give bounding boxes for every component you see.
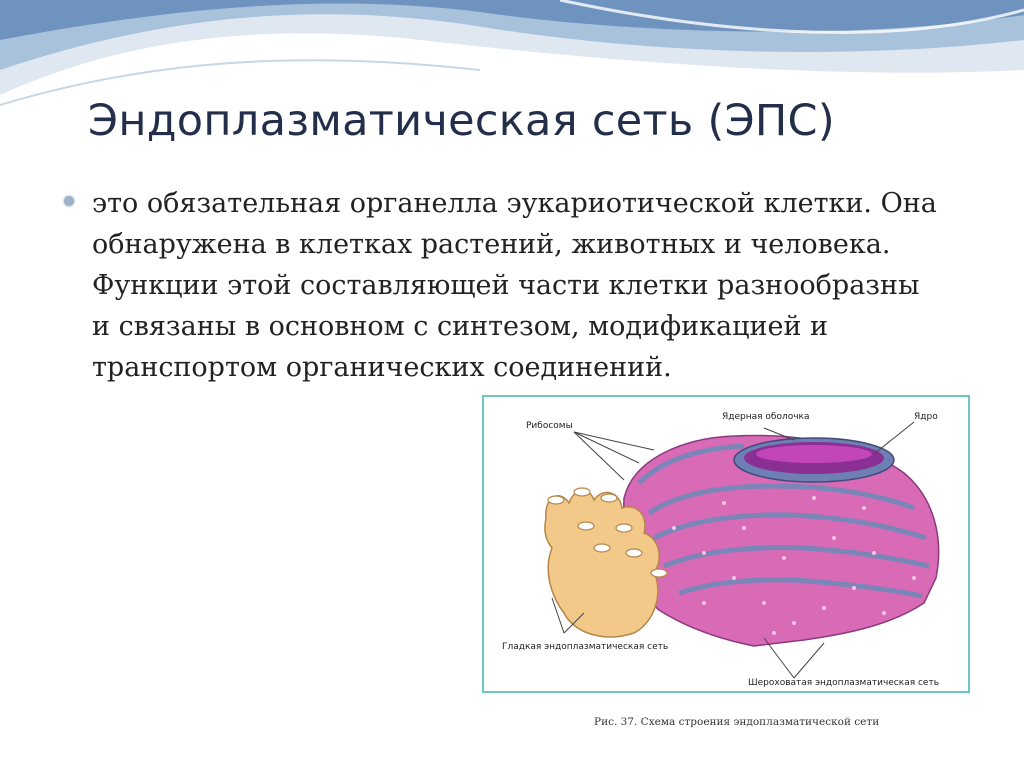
er-figure — [474, 388, 978, 740]
label-nuclear-envelope: Ядерная оболочка — [722, 412, 810, 422]
slide-body-text: это обязательная органелла эукариотической клетки. Она обнаружена в клетках растений, животных и человека. Функции этой составляющей части клетки разнообразны и связаны в основном с синтезом, модификацией и транспортом органических соединений. — [92, 188, 937, 383]
label-ribosomes: Рибосомы — [526, 421, 573, 431]
slide-title: Эндоплазматическая сеть (ЭПС) — [88, 96, 835, 146]
nucleus-shape — [734, 438, 894, 482]
bullet-icon — [64, 196, 74, 206]
figure-caption: Рис. 37. Схема строения эндоплазматической сети — [594, 716, 880, 728]
label-rough-er: Шероховатая эндоплазматическая сеть — [748, 678, 940, 688]
label-nucleus: Ядро — [914, 412, 938, 422]
label-smooth-er: Гладкая эндоплазматическая сеть — [502, 642, 669, 652]
